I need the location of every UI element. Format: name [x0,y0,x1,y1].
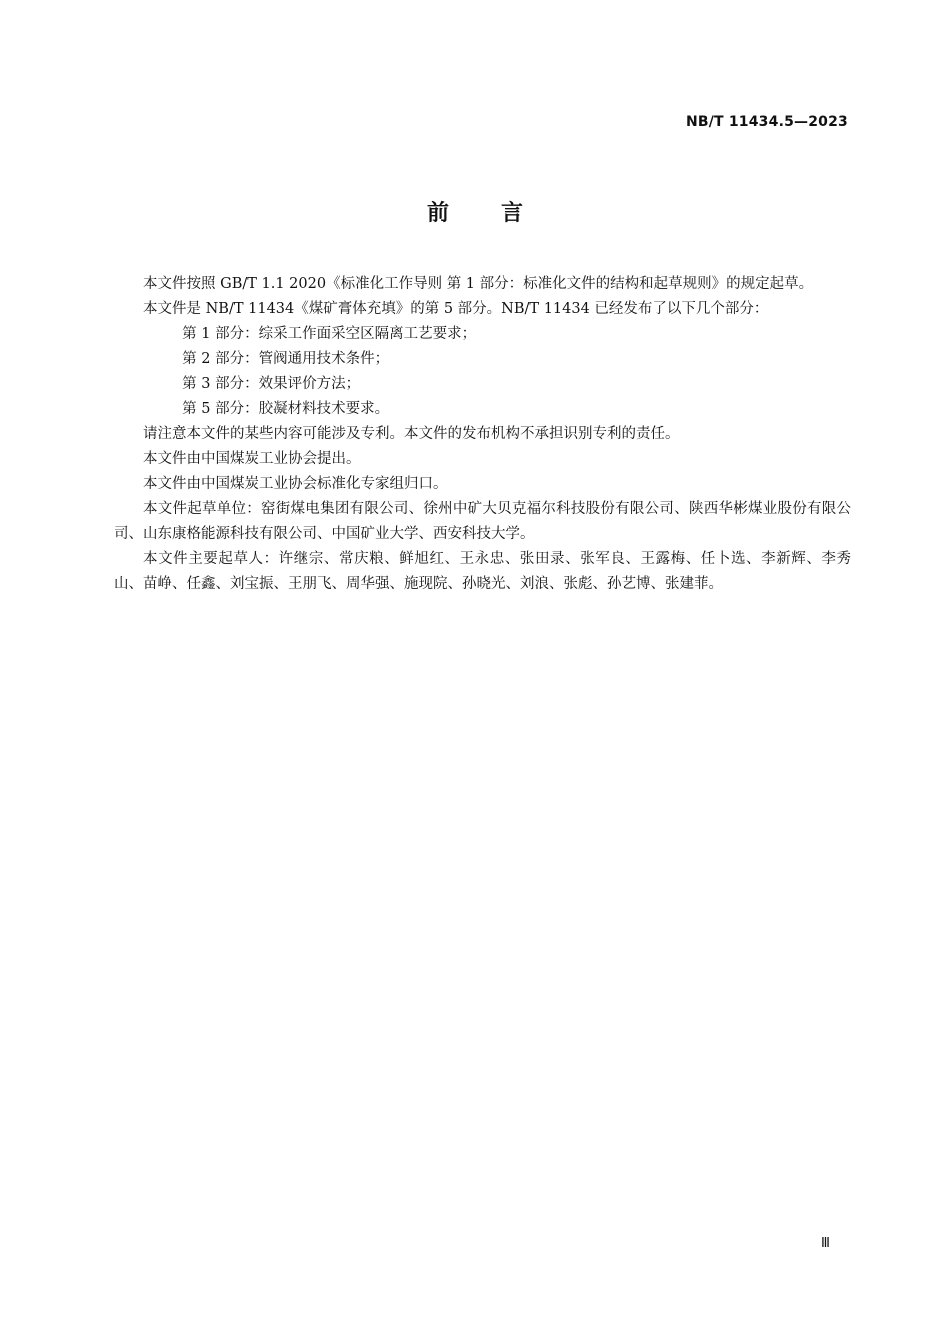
paragraph-main-drafters: 本文件主要起草人：许继宗、常庆粮、鲜旭红、王永忠、张田录、张军良、王露梅、任卜选、李新辉、李秀山、苗峥、任鑫、刘宝振、王朋飞、周华强、施现院、孙晓光、刘浪、张彪、孙艺博、张建菲。 [114,551,851,592]
paragraph-series-info: 本文件是 NB/T 11434《煤矿膏体充填》的第 5 部分。NB/T 11434 已经发布了以下几个部分： [143,301,769,317]
list-item-part-1: 第 1 部分：综采工作面采空区隔离工艺要求； [182,326,477,342]
foreword-body [114,272,851,597]
list-item-part-3: 第 3 部分：效果评价方法； [182,376,361,392]
paragraph-patent-notice: 请注意本文件的某些内容可能涉及专利。本文件的发布机构不承担识别专利的责任。 [143,426,680,442]
paragraph-drafting-organizations: 本文件起草单位：窑街煤电集团有限公司、徐州中矿大贝克福尔科技股份有限公司、陕西华彬煤业股份有限公司、山东康格能源科技有限公司、中国矿业大学、西安科技大学。 [114,501,851,542]
paragraph-proposed-by: 本文件由中国煤炭工业协会提出。 [143,451,361,467]
page-number: Ⅲ [821,1236,830,1251]
list-item-part-5: 第 5 部分：胶凝材料技术要求。 [182,401,390,417]
paragraph-drafting-rules: 本文件按照 GB/T 1.1 2020《标准化工作导则 第 1 部分：标准化文件的结构和起草规则》的规定起草。 [143,276,814,292]
list-item-part-2: 第 2 部分：管阀通用技术条件； [182,351,390,367]
document-number-header: NB/T 11434.5—2023 [685,114,848,130]
page-title: 前言 [426,201,575,226]
paragraph-centralized-by: 本文件由中国煤炭工业协会标准化专家组归口。 [143,476,448,492]
